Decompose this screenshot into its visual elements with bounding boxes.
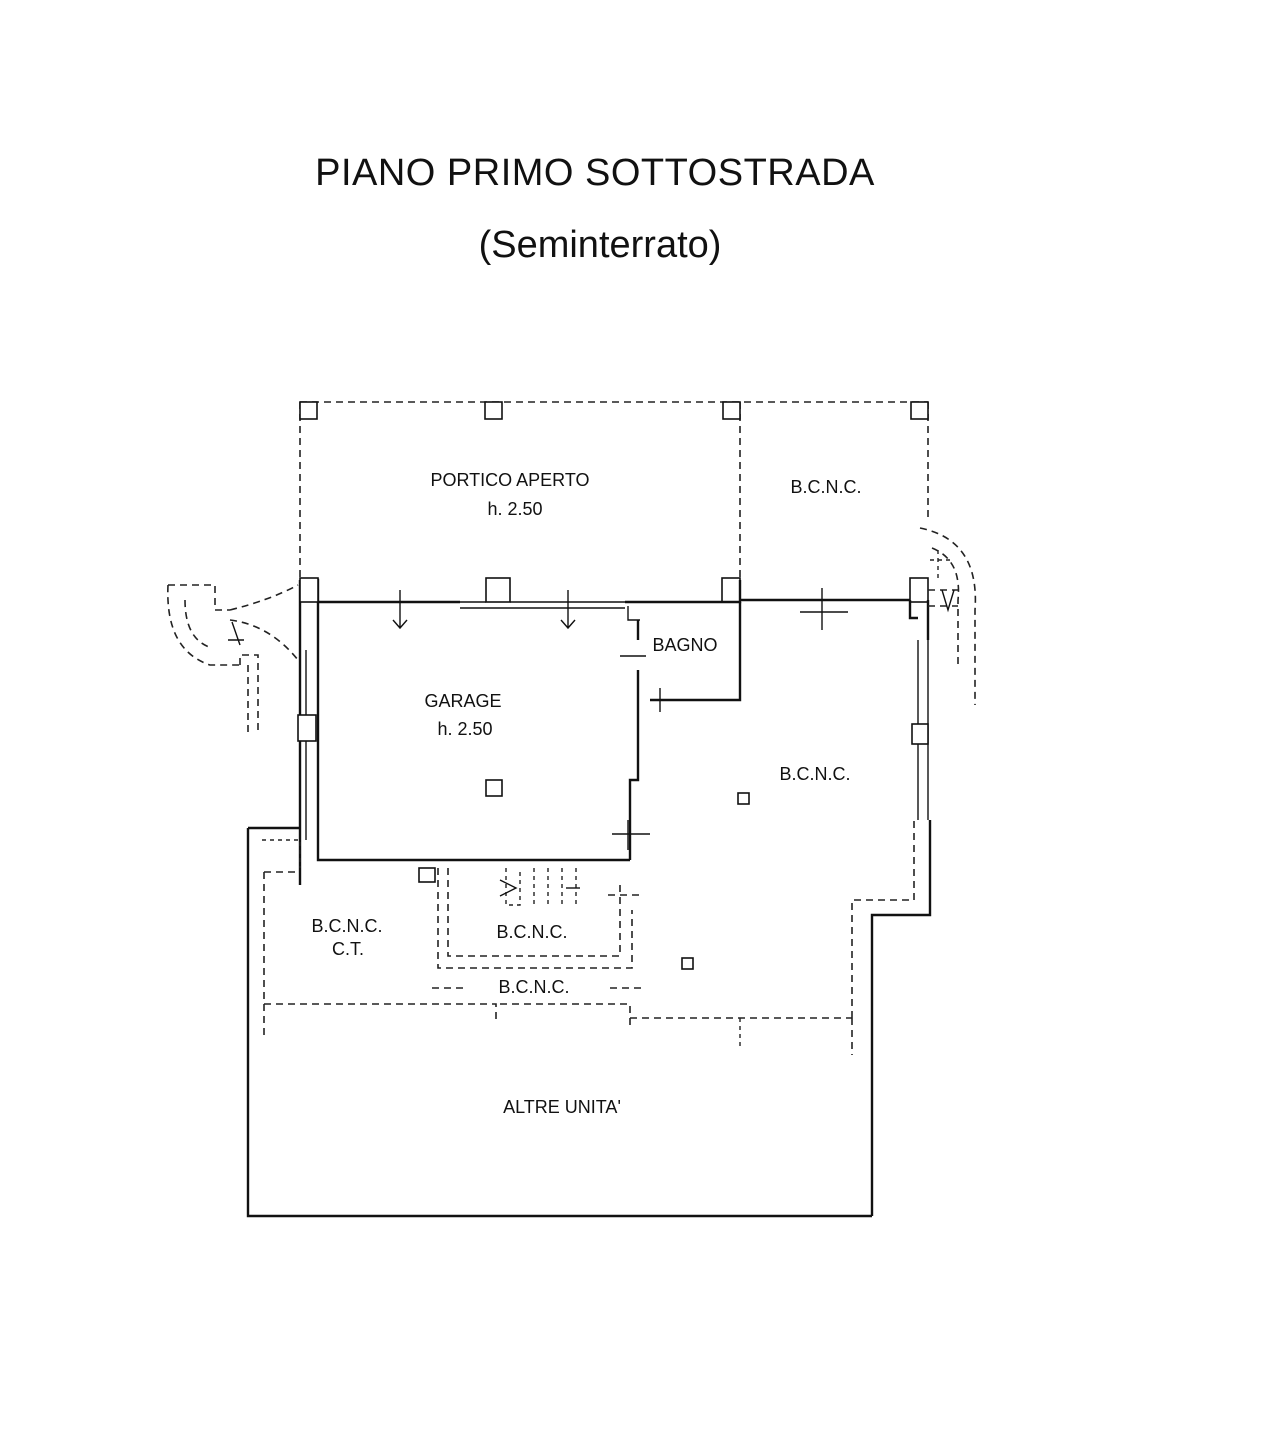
left-stair	[168, 585, 298, 735]
label-garage-height: h. 2.50	[437, 719, 493, 739]
label-altre-unita: ALTRE UNITA'	[503, 1097, 621, 1117]
label-bcnc-ct: B.C.N.C.	[311, 916, 383, 936]
label-bcnc-stair: B.C.N.C.	[496, 922, 568, 942]
label-bcnc-top: B.C.N.C.	[790, 477, 862, 497]
main-walls	[248, 578, 930, 1216]
label-bagno: BAGNO	[652, 635, 718, 655]
label-portico-height: h. 2.50	[487, 499, 543, 519]
plan-subtitle: (Seminterrato)	[478, 224, 722, 266]
label-bcnc-right: B.C.N.C.	[779, 764, 851, 784]
label-portico: PORTICO APERTO	[430, 470, 590, 490]
plan-title: PIANO PRIMO SOTTOSTRADA	[315, 152, 875, 194]
dashed-partitions	[262, 820, 914, 1055]
label-bcnc-corridor: B.C.N.C.	[498, 977, 570, 997]
label-ct: C.T.	[331, 939, 365, 959]
label-garage: GARAGE	[424, 691, 502, 711]
